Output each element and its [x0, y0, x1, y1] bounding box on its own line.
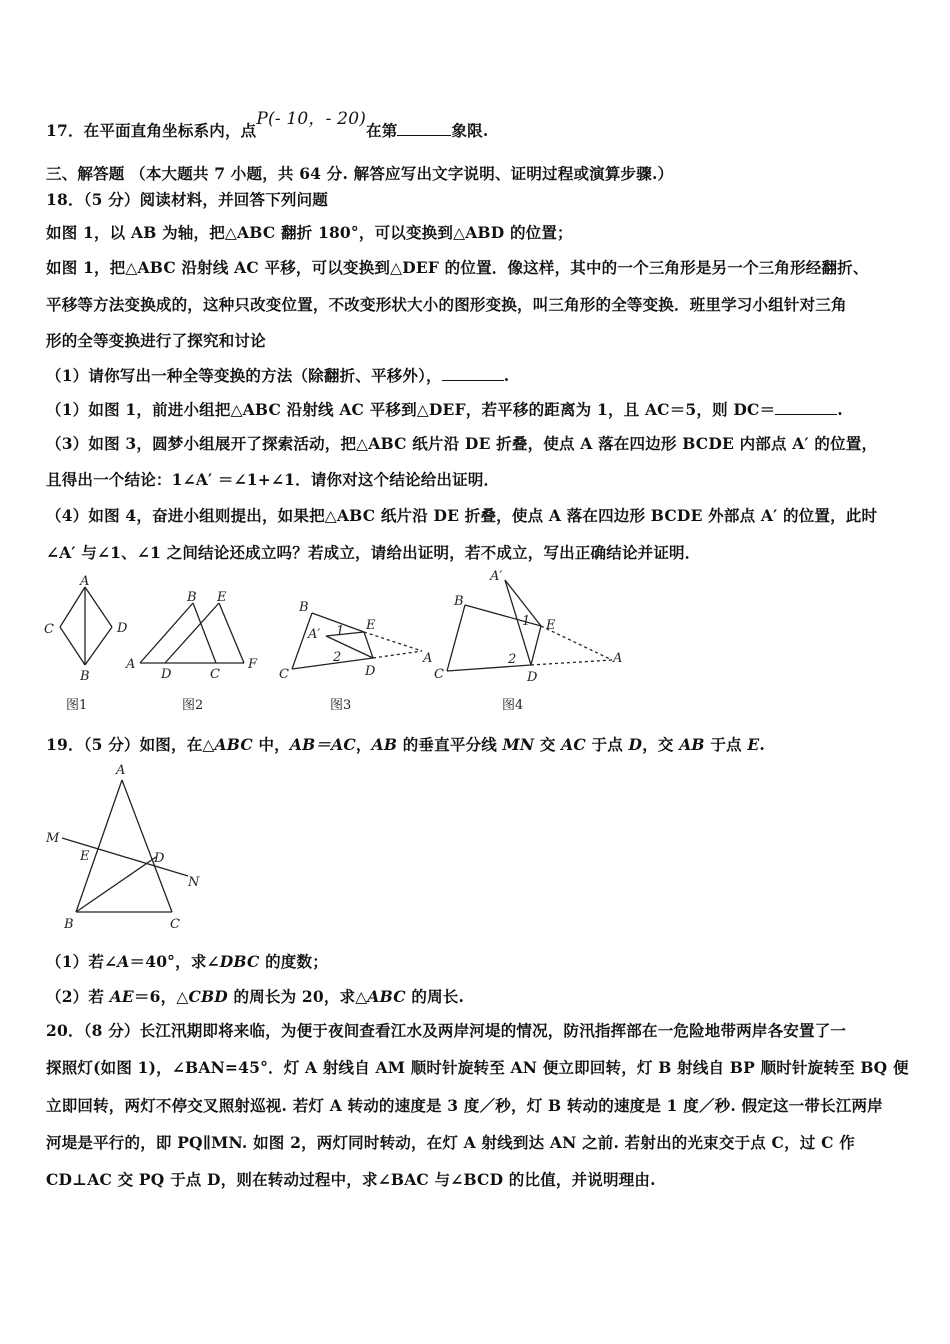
q19-fig-label-e: E — [80, 849, 90, 864]
q19-figure — [30, 758, 250, 938]
q19-fig-label-d: D — [154, 851, 165, 866]
q18-s2-blank[interactable] — [775, 400, 837, 415]
fig4-label-a: A — [613, 651, 623, 666]
q20-line-5: CD⊥AC 交 PQ 于点 D，则在转动过程中，求∠BAC 与∠BCD 的比值，并说明理由. — [46, 1170, 656, 1189]
q17-answer-blank[interactable] — [397, 121, 451, 136]
fig2-label-c: C — [210, 667, 220, 682]
fig2-label-d: D — [161, 667, 172, 682]
fig4-label-d: D — [527, 670, 538, 685]
q19-s2abc: ABC — [367, 987, 406, 1006]
q19-mid4: 交 — [534, 735, 562, 754]
q19-mid5: 于点 — [585, 735, 629, 754]
q20-line-4: 河堤是平行的，即 PQ∥MN. 如图 2，两灯同时转动，在灯 A 射线到达 AN 之前. 若射出的光束交于点 C，过 C 作 — [46, 1133, 855, 1152]
figure-1 — [60, 587, 112, 665]
q19-s1b: ＝40°，求∠ — [129, 952, 220, 971]
q19-mid2: ， — [355, 735, 372, 754]
fig3-label-a: A — [423, 651, 433, 666]
q18-p1: 如图 1，以 AB 为轴，把△ABC 翻折 180°，可以变换到△ABD 的位置； — [46, 223, 573, 242]
q19-fig-label-m: M — [46, 831, 60, 846]
q19-head — [46, 733, 765, 755]
q18-s2-text: （1）如图 1，前进小组把△ABC 沿射线 AC 平移到△DEF，若平移的距离为 1，且 AC＝5，则 DC＝ — [46, 400, 776, 419]
fig2-label-b: B — [187, 590, 197, 605]
q17-text-a: 在平面直角坐标系内，点 — [83, 121, 257, 140]
q17-formula: P(- 10，- 20) — [256, 109, 367, 129]
fig2-label-a: A — [126, 657, 136, 672]
q19-mid1: 中， — [252, 735, 290, 754]
fig4-label-2: 2 — [508, 652, 517, 667]
fig1-label-d: D — [117, 621, 128, 636]
q19-fig-label-a: A — [116, 763, 126, 778]
q19-s2a: （2）若 — [46, 987, 110, 1006]
section-3-note: （本大题共 7 小题，共 64 分. 解答应写出文字说明、证明过程或演算步骤.） — [130, 164, 674, 183]
q17-text-c: 象限. — [451, 121, 489, 140]
q17-text-b: 在第 — [366, 121, 398, 140]
q18-p3: 平移等方法变换成的，这种只改变位置，不改变形状大小的图形变换，叫三角形的全等变换．班里学习小组针对三角 — [46, 295, 847, 314]
fig4-label-c: C — [434, 667, 444, 682]
fig2-label-f: F — [248, 657, 258, 672]
q19-mid6: ，交 — [642, 735, 680, 754]
q18-s2 — [46, 398, 843, 420]
q20-line-3: 立即回转，两灯不停交叉照射巡视. 若灯 A 转动的速度是 3 度／秒，灯 B 转动的速度是 1 度／秒. 假定这一带长江两岸 — [46, 1096, 883, 1115]
q18-s1-text: （1）请你写出一种全等变换的方法（除翻折、平移外）， — [46, 366, 442, 385]
q19-ac: AC — [561, 735, 586, 754]
fig3-label-b: B — [299, 600, 309, 615]
fig1-label-c: C — [44, 622, 54, 637]
q19-s1 — [46, 950, 328, 972]
q18-p2: 如图 1，把△ABC 沿射线 AC 平移，可以变换到△DEF 的位置．像这样，其中的一个三角形是另一个三角形经翻折、 — [46, 258, 869, 277]
fig4-label-aprime: A′ — [490, 569, 503, 584]
fig1-label-b: B — [80, 669, 90, 684]
question-17 — [46, 109, 489, 141]
q19-mid7: 于点 — [704, 735, 748, 754]
q19-ab2: AB — [679, 735, 705, 754]
fig3-label-c: C — [279, 667, 289, 682]
fig3-caption: 图3 — [330, 698, 352, 713]
q19-fig-label-b: B — [64, 917, 74, 932]
fig1-label-a: A — [80, 574, 90, 589]
fig3-label-e: E — [366, 618, 376, 633]
q20-line-2: 探照灯(如图 1)，∠BAN=45°．灯 A 射线自 AM 顺时针旋转至 AN 便立即回转，灯 B 射线自 BP 顺时针旋转至 BQ 便 — [46, 1058, 909, 1077]
fig4-label-1: 1 — [522, 614, 531, 629]
fig4-caption: 图4 — [502, 698, 524, 713]
q18-s1-blank[interactable] — [442, 366, 504, 381]
fig3-label-d: D — [365, 664, 376, 679]
q19-d: D — [628, 735, 643, 754]
fig3-label-aprime: A′ — [308, 627, 321, 642]
q19-head-text: 19．（5 分）如图，在△ — [46, 735, 215, 754]
fig3-label-1: 1 — [336, 624, 345, 639]
q18-figures — [0, 565, 950, 715]
q19-end: . — [759, 735, 765, 754]
q19-s2d: 的周长. — [405, 987, 465, 1006]
q19-s1c: 的度数； — [259, 952, 328, 971]
q18-s1 — [46, 364, 509, 386]
section-3-heading — [46, 162, 673, 184]
q18-s3b: 且得出一个结论：1∠A′ ＝∠1+∠1．请你对这个结论给出证明． — [46, 470, 500, 489]
figure-2 — [140, 603, 244, 663]
q18-head: 18．（5 分）阅读材料，并回答下列问题 — [46, 190, 329, 209]
section-3-title: 三、解答题 — [46, 164, 125, 183]
q20-line-1: 20．（8 分）长江汛期即将来临，为便于夜间查看江水及两岸河堤的情况，防汛指挥部在一危险地带两岸各安置了一 — [46, 1021, 847, 1040]
q19-ab: AB — [371, 735, 398, 754]
fig2-label-e: E — [217, 590, 227, 605]
fig3-label-2: 2 — [333, 650, 342, 665]
fig4-label-e: E — [546, 618, 556, 633]
q19-fig-label-n: N — [188, 875, 200, 890]
q18-s2-end: . — [837, 400, 843, 419]
q19-s2ae: AE — [109, 987, 134, 1006]
fig4-label-b: B — [454, 594, 464, 609]
fig1-caption: 图1 — [66, 698, 88, 713]
q18-s4a: （4）如图 4，奋进小组则提出，如果把△ABC 纸片沿 DE 折叠，使点 A 落在四边形 BCDE 外部点 A′ 的位置，此时 — [46, 506, 878, 525]
q19-s1v: A — [117, 952, 130, 971]
q19-s2 — [46, 985, 464, 1007]
q19-e: E — [747, 735, 760, 754]
q19-s2c: 的周长为 20，求△ — [227, 987, 368, 1006]
fig2-caption: 图2 — [182, 698, 204, 713]
q18-s3a: （3）如图 3，圆梦小组展开了探索活动，把△ABC 纸片沿 DE 折叠，使点 A 落在四边形 BCDE 内部点 A′ 的位置， — [46, 434, 878, 453]
q19-abc: ABC — [214, 735, 253, 754]
q18-s4b: ∠A′ 与∠1、∠1 之间结论还成立吗？若成立，请给出证明，若不成立，写出正确结论并证明． — [46, 543, 701, 562]
q19-mn: MN — [502, 735, 535, 754]
q19-s2cbd: CBD — [188, 987, 228, 1006]
q19-abac: AB＝AC — [289, 735, 356, 754]
q19-s1a: （1）若∠ — [46, 952, 118, 971]
q18-p4: 形的全等变换进行了探究和讨论 — [46, 331, 266, 350]
q19-mid3: 的垂直平分线 — [397, 735, 503, 754]
q18-s1-end: . — [503, 366, 510, 385]
q17-number: 17． — [46, 121, 84, 140]
q19-s2b: ＝6，△ — [133, 987, 189, 1006]
q19-fig-label-c: C — [170, 917, 180, 932]
q19-s1dbc: DBC — [219, 952, 260, 971]
